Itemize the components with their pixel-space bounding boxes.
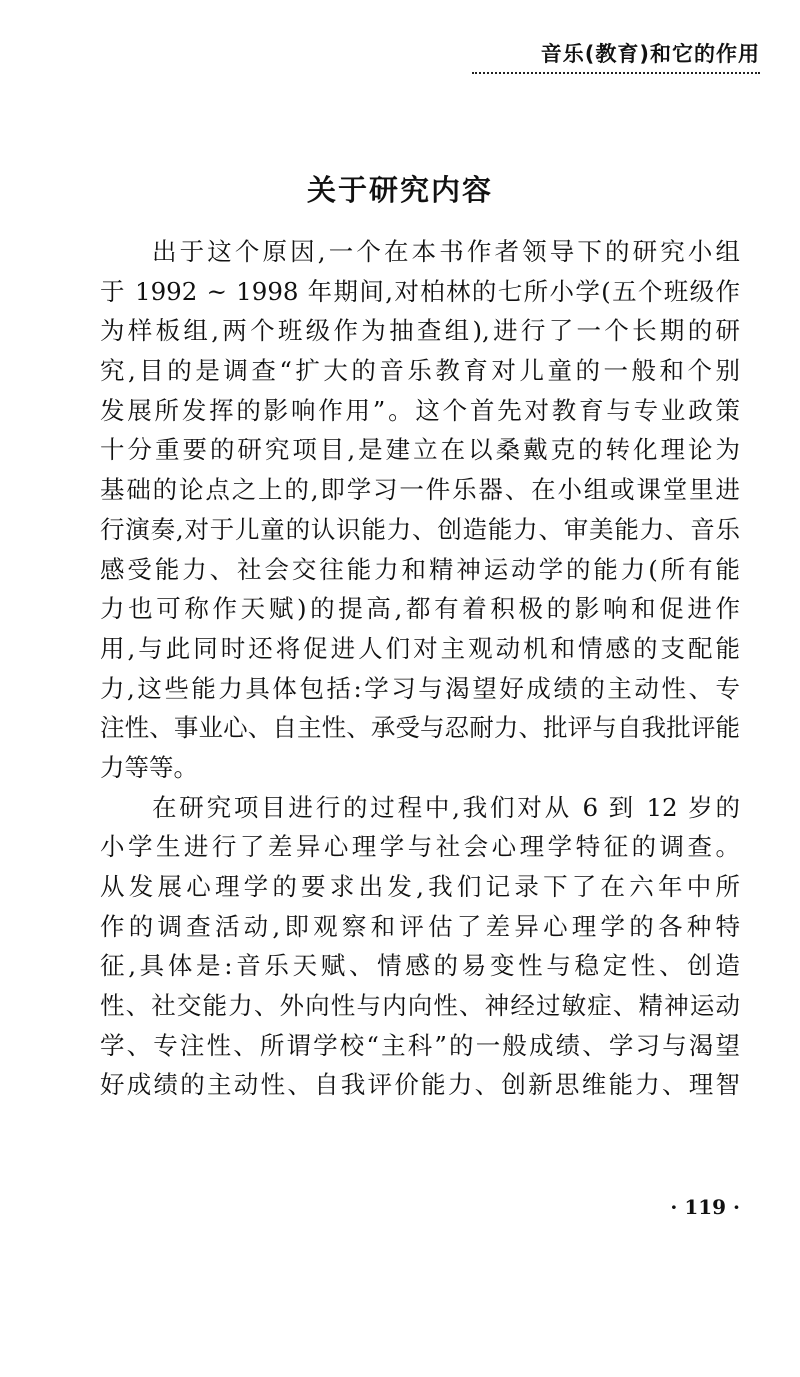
text-line: 出于这个原因,一个在本书作者领导下的研究小组	[152, 237, 740, 266]
text-line: 小学生进行了差异心理学与社会心理学特征的调查。	[100, 832, 740, 862]
body-text	[100, 232, 740, 1105]
text-line: 从发展心理学的要求出发,我们记录下了在六年中所	[100, 872, 740, 901]
text-line: 作的调查活动,即观察和评估了差异心理学的各种特	[100, 911, 740, 941]
text-line: 征,具体是:音乐天赋、情感的易变性与稳定性、创造	[100, 951, 740, 981]
text-line: 十分重要的研究项目,是建立在以桑戴克的转化理论为	[100, 435, 740, 465]
text-line: 基础的论点之上的,即学习一件乐器、在小组或课堂里进	[100, 475, 740, 505]
text-line: 发展所发挥的影响作用”。这个首先对教育与专业政策	[100, 395, 740, 425]
text-line: 为样板组,两个班级作为抽查组),进行了一个长期的研	[100, 316, 740, 346]
section-title: 关于研究内容	[306, 173, 493, 207]
text-line: 力等等。	[100, 752, 198, 782]
paragraph-1	[100, 232, 740, 788]
text-line: 在研究项目进行的过程中,我们对从 6 到 12 岁的	[152, 792, 740, 822]
text-line: 好成绩的主动性、自我评价能力、创新思维能力、理智	[100, 1070, 740, 1100]
header-dotted-rule	[472, 72, 760, 74]
text-line: 力,这些能力具体包括:学习与渴望好成绩的主动性、专	[100, 673, 740, 703]
text-line: 注性、事业心、自主性、承受与忍耐力、批评与自我批评能	[100, 713, 740, 743]
text-line: 力也可称作天赋)的提高,都有着积极的影响和促进作	[100, 594, 740, 624]
text-line: 学、专注性、所谓学校“主科”的一般成绩、学习与渴望	[100, 1030, 740, 1060]
text-line: 用,与此同时还将促进人们对主观动机和情感的支配能	[100, 633, 740, 663]
text-line: 感受能力、社会交往能力和精神运动学的能力(所有能	[100, 554, 740, 584]
text-line: 性、社交能力、外向性与内向性、神经过敏症、精神运动	[100, 991, 740, 1021]
text-line: 行演奏,对于儿童的认识能力、创造能力、审美能力、音乐	[100, 514, 740, 544]
paragraph-2	[100, 788, 740, 1106]
text-line: 于 1992 ~ 1998 年期间,对柏林的七所小学(五个班级作	[100, 276, 740, 306]
running-header-title: 音乐(教育)和它的作用	[540, 42, 760, 66]
text-line: 究,目的是调查“扩大的音乐教育对儿童的一般和个别	[100, 356, 740, 386]
page-number: · 119 ·	[670, 1195, 740, 1219]
